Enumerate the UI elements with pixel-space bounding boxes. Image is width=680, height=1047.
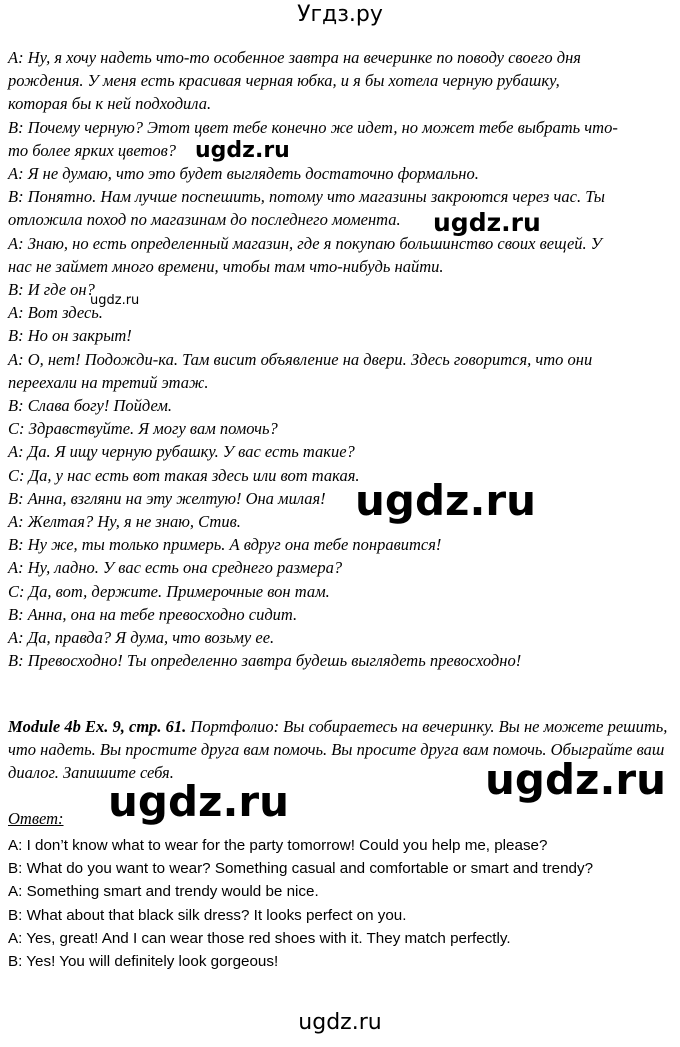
- text-line: B: Анна, взгляни на эту желтую! Она милая!: [8, 488, 326, 508]
- text-line: A: Желтая? Ну, я не знаю, Стив.: [8, 512, 241, 532]
- text-line: B: What do you want to wear? Something casual and comfortable or smart and trendy?: [8, 860, 594, 878]
- answer-text: [8, 834, 673, 973]
- text-line: B: Понятно. Нам лучше поспешить, потому что магазины закроются через час. Ты: [8, 187, 605, 207]
- site-footer: ugdz.ru: [298, 1010, 382, 1035]
- text-line: переехали на третий этаж.: [8, 372, 209, 392]
- text-line: B: Но он закрыт!: [8, 326, 132, 346]
- watermark: ugdz.ru: [485, 755, 667, 804]
- text-line: нас не займет много времени, чтобы там что-нибудь найти.: [8, 256, 444, 276]
- text-line: A: Да. Я ищу черную рубашку. У вас есть такие?: [8, 442, 355, 462]
- text-line: A: Да, правда? Я дума, что возьму ее.: [8, 628, 275, 648]
- text-line: которая бы к ней подходила.: [8, 94, 212, 114]
- text-line: B: Анна, она на тебе превосходно сидит.: [8, 604, 298, 624]
- task-text: Портфолио: Вы собираетесь на вечеринку. Вы не можете решить, что надеть. Вы простите друга вам помочь. Вы просите друга вам помочь. Обыграйте ваш диалог. Запишите себя.: [8, 717, 668, 783]
- dialogue-text: [8, 46, 673, 672]
- text-line: A: Yes, great! And I can wear those red shoes with it. They match perfectly.: [8, 929, 511, 947]
- text-line: A: I don’t know what to wear for the party tomorrow! Could you help me, please?: [8, 837, 548, 854]
- text-line: C: Здравствуйте. Я могу вам помочь?: [8, 419, 278, 439]
- text-line: B: Почему черную? Этот цвет тебе конечно же идет, но может тебе выбрать что-: [8, 117, 618, 137]
- text-line: рождения. У меня есть красивая черная юбка, и я бы хотела черную рубашку,: [8, 71, 560, 91]
- text-line: B: И где он?: [8, 280, 95, 300]
- watermark: ugdz.ru: [355, 476, 537, 525]
- text-line: A: Ну, я хочу надеть что-то особенное завтра на вечеринке по поводу своего дня: [8, 48, 581, 67]
- text-line: B: Превосходно! Ты определенно завтра будешь выглядеть превосходно!: [8, 651, 522, 671]
- text-line: B: Ну же, ты только примерь. А вдруг она тебе понравится!: [8, 535, 442, 555]
- text-line: A: О, нет! Подожди-ка. Там висит объявление на двери. Здесь говорится, что они: [8, 349, 593, 369]
- text-line: C: Да, вот, держите. Примерочные вон там.: [8, 581, 330, 601]
- text-line: C: Да, у нас есть вот такая здесь или вот такая.: [8, 465, 360, 485]
- text-line: B: Слава богу! Пойдем.: [8, 396, 173, 416]
- text-line: A: Знаю, но есть определенный магазин, где я покупаю большинство своих вещей. У: [8, 233, 602, 253]
- text-line: отложила поход по магазинам до последнего момента.: [8, 210, 401, 230]
- text-line: то более ярких цветов?: [8, 140, 177, 160]
- text-line: A: Something smart and trendy would be nice.: [8, 883, 319, 901]
- watermark: ugdz.ru: [433, 208, 541, 237]
- text-line: B: Yes! You will definitely look gorgeous!: [8, 953, 279, 971]
- watermark: ugdz.ru: [108, 777, 290, 826]
- text-line: A: Я не думаю, что это будет выглядеть достаточно формально.: [8, 164, 479, 184]
- watermark: ugdz.ru: [195, 138, 290, 163]
- text-line: A: Ну, ладно. У вас есть она среднего размера?: [8, 558, 343, 578]
- watermark: ugdz.ru: [90, 293, 140, 308]
- answer-label: Ответ:: [8, 809, 64, 828]
- text-line: A: Вот здесь.: [8, 303, 103, 323]
- site-header: Угдз.ру: [297, 2, 383, 27]
- text-line: B: What about that black silk dress? It looks perfect on you.: [8, 906, 407, 924]
- task-reference: Module 4b Ex. 9, стр. 61.: [8, 717, 187, 736]
